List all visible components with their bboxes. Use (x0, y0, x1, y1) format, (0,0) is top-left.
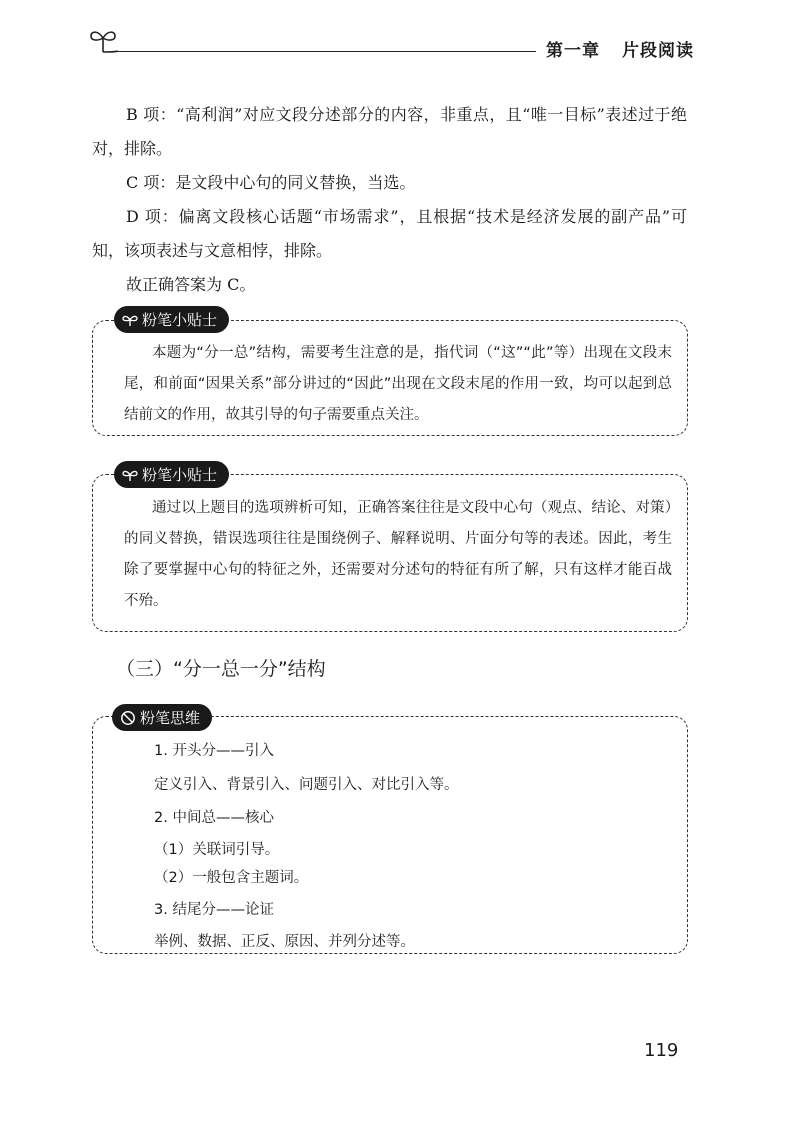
page-number: 119 (644, 1040, 679, 1061)
tip-label: 粉笔小贴士 (142, 311, 218, 329)
chapter-label: 第一章 (546, 41, 600, 61)
running-header (546, 36, 694, 61)
header-rule (116, 51, 536, 52)
sprout-icon (122, 468, 138, 482)
section-heading: （三）“分一总一分”结构 (116, 658, 326, 680)
option-b-paragraph: B 项：“高利润”对应文段分述部分的内容，非重点，且“唯一目标”表述过于绝对，排除。 (92, 105, 687, 158)
no-sign-icon (120, 710, 136, 726)
mindmap-line: 定义引入、背景引入、问题引入、对比引入等。 (154, 777, 459, 793)
sprout-icon (122, 313, 138, 327)
mindmap-line: 2. 中间总——核心 (154, 810, 274, 826)
mindmap-line: 3. 结尾分——论证 (154, 902, 274, 918)
mindmap-line: （1）关联词引导。 (154, 842, 280, 858)
mindmap-line: 举例、数据、正反、原因、并列分述等。 (154, 934, 415, 950)
tip-label: 粉笔小贴士 (142, 466, 218, 484)
option-d-paragraph: D 项：偏离文段核心话题“市场需求”，且根据“技术是经济发展的副产品”可知，该项表述与文意相悖，排除。 (92, 207, 687, 260)
mindmap-line: （2）一般包含主题词。 (154, 870, 309, 886)
option-c-paragraph: C 项：是文段中心句的同义替换，当选。 (126, 173, 416, 192)
section-label: 片段阅读 (622, 41, 694, 61)
mindmap-line: 1. 开头分——引入 (154, 743, 274, 759)
tip-text: 本题为“分一总”结构，需要考生注意的是，指代词（“这”“此”等）出现在文段末尾，和前面“因果关系”部分讲过的“因此”出现在文段末尾的作用一致，均可以起到总结前文的作用，故其引导的句子需要重点关注。 (124, 345, 672, 423)
tip-label-badge (114, 306, 229, 333)
tip-text: 通过以上题目的选项辨析可知，正确答案往往是文段中心句（观点、结论、对策）的同义替换，错误选项往往是围绕例子、解释说明、片面分句等的表述。因此，考生除了要掌握中心句的特征之外，还需要对分述句的特征有所了解，只有这样才能百战不殆。 (124, 500, 672, 609)
tip-label-badge (114, 461, 229, 488)
sprout-icon (88, 26, 118, 54)
answer-paragraph: 故正确答案为 C。 (126, 275, 256, 294)
mindmap-label-badge (112, 704, 212, 731)
mindmap-label: 粉笔思维 (140, 709, 201, 727)
